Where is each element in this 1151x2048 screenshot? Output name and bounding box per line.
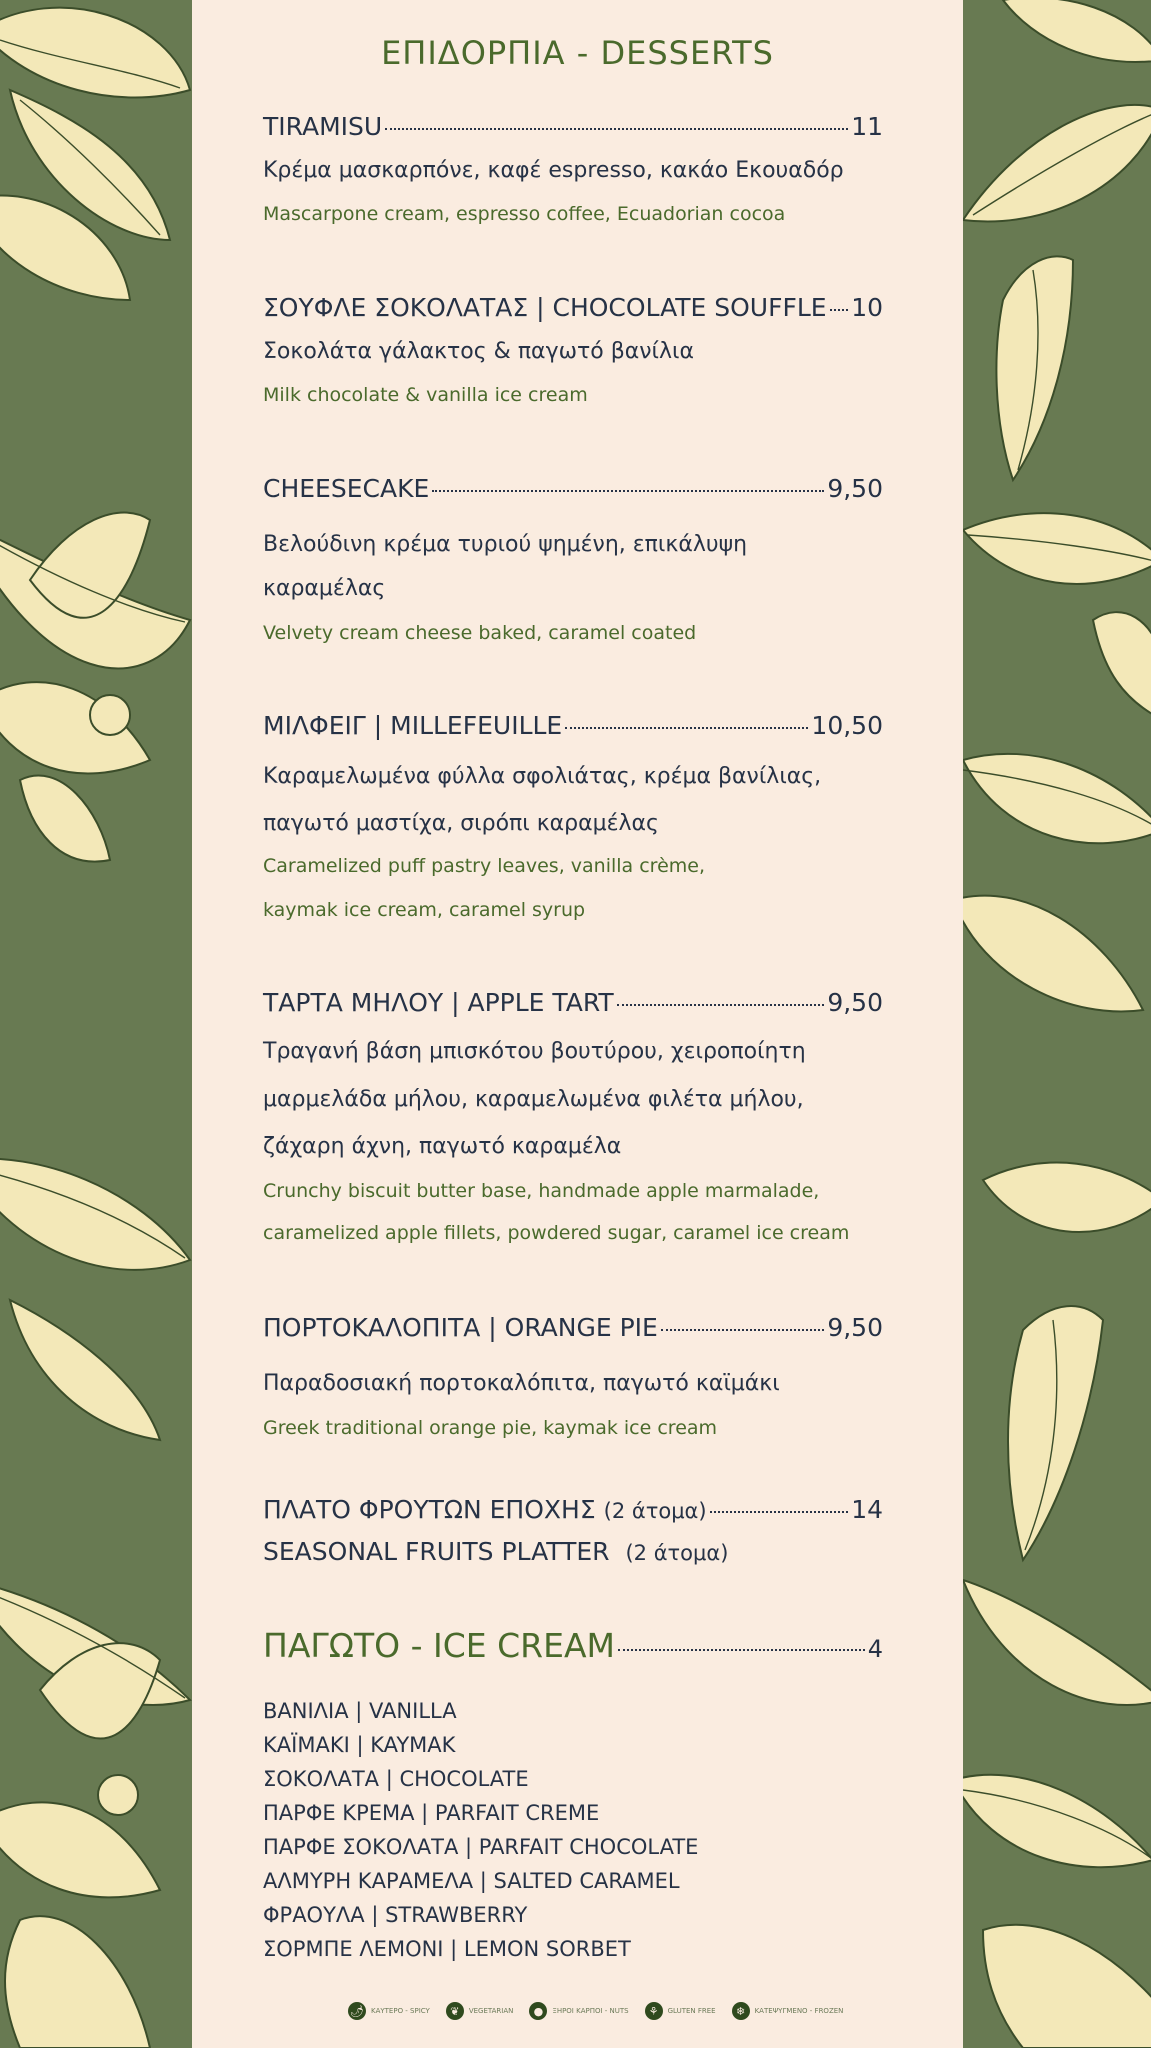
item-name: ΤΑΡΤΑ ΜΗΛΟΥ | APPLE TART <box>263 988 614 1017</box>
legend-label: ΚΑΤΕΨΥΓΜΕΝΟ - FROZEN <box>754 2007 844 2015</box>
item-name: CHEESECAKE <box>263 474 430 503</box>
item-description-greek: Σοκολάτα γάλακτος & παγωτό βανίλια <box>263 339 694 364</box>
dot-leader <box>830 309 849 311</box>
dot-leader <box>432 490 824 492</box>
item-description-english: Caramelized puff pastry leaves, vanilla crème, <box>263 855 706 877</box>
list-item: ΚΑΪΜΑΚΙ | KAYMAK <box>263 1733 456 1757</box>
menu-item-chocolate-souffle <box>263 293 883 322</box>
menu-item-cheesecake <box>263 474 883 503</box>
legend-item-vegetarian <box>446 2002 514 2020</box>
item-description-greek: καραμέλας <box>263 576 386 601</box>
item-name: TIRAMISU <box>263 112 383 141</box>
menu-title: ΕΠΙΔΟΡΠΙΑ - DESSERTS <box>381 34 774 72</box>
ice-cream-heading <box>263 1626 883 1665</box>
wheat-icon: ⚘ <box>645 2002 663 2020</box>
persons-note: (2 άτομα) <box>625 1541 729 1565</box>
item-name: ΠΟΡΤΟΚΑΛΟΠΙΤΑ | ORANGE PIE <box>263 1313 658 1342</box>
item-description-greek: Κρέμα μασκαρπόνε, καφέ espresso, κακάο Εκουαδόρ <box>263 158 844 183</box>
item-price: 10,50 <box>811 711 883 740</box>
legend-label: ΚΑΥΤΕΡΟ - SPICY <box>371 2007 430 2015</box>
item-price: 9,50 <box>827 474 883 503</box>
item-name: ΣΟΥΦΛΕ ΣΟΚΟΛΑΤΑΣ | CHOCOLATE SOUFFLE <box>263 293 827 322</box>
item-description-english: Crunchy biscuit butter base, handmade apple marmalade, <box>263 1180 820 1202</box>
legend-label: VEGETARIAN <box>468 2007 514 2015</box>
menu-item-fruits-platter <box>263 1495 883 1524</box>
dot-leader <box>661 1329 824 1331</box>
menu-item-tiramisu <box>263 112 883 141</box>
snowflake-icon: ❄ <box>732 2002 750 2020</box>
ice-cream-price: 4 <box>867 1635 883 1663</box>
leaf-icon: ❦ <box>446 2002 464 2020</box>
legend-item-nuts <box>529 2002 628 2020</box>
list-item: ΒΑΝΙΛΙΑ | VANILLA <box>263 1699 457 1723</box>
menu-panel <box>192 0 963 2048</box>
item-price: 9,50 <box>827 1313 883 1342</box>
list-item: ΑΛΜΥΡΗ ΚΑΡΑΜΕΛΑ | SALTED CARAMEL <box>263 1869 680 1893</box>
item-name: ΜΙΛΦΕΙΓ | MILLEFEUILLE <box>263 711 563 740</box>
item-description-greek: ζάχαρη άχνη, παγωτό καραμέλα <box>263 1134 622 1159</box>
menu-item-millefeuille <box>263 711 883 740</box>
floral-pattern-left <box>0 0 192 2048</box>
left-floral-border <box>0 0 192 2048</box>
item-description-english: caramelized apple fillets, powdered sugar, caramel ice cream <box>263 1222 850 1244</box>
list-item: ΠΑΡΦΕ ΚΡΕΜΑ | PARFAIT CREME <box>263 1801 600 1825</box>
item-description-english: kaymak ice cream, caramel syrup <box>263 899 586 921</box>
list-item: ΣΟΚΟΛΑΤΑ | CHOCOLATE <box>263 1767 529 1791</box>
item-description-english: Velvety cream cheese baked, caramel coated <box>263 622 697 644</box>
list-item: ΦΡΑΟΥΛΑ | STRAWBERRY <box>263 1903 528 1927</box>
item-price: 9,50 <box>827 988 883 1017</box>
item-description-greek: Βελούδινη κρέμα τυριού ψημένη, επικάλυψη <box>263 532 748 557</box>
ice-cream-title: ΠΑΓΩΤΟ - ICE CREAM <box>263 1626 615 1665</box>
item-description-greek: Παραδοσιακή πορτοκαλόπιτα, παγωτό καϊμάκι <box>263 1371 780 1396</box>
item-name-greek: ΠΛΑΤΟ ΦΡΟΥΤΩΝ ΕΠΟΧΗΣ <box>263 1495 596 1524</box>
item-description-greek: μαρμελάδα μήλου, καραμελωμένα φιλέτα μήλου, <box>263 1087 804 1112</box>
legend-item-spicy <box>348 2002 430 2020</box>
legend-label: ΞΗΡΟΙ ΚΑΡΠΟΙ - NUTS <box>552 2007 629 2015</box>
dot-leader <box>565 727 808 729</box>
nut-icon: ● <box>529 2002 547 2020</box>
floral-pattern-right <box>963 0 1151 2048</box>
persons-note: (2 άτομα) <box>603 1499 707 1523</box>
ice-cream-flavour-list <box>263 1694 698 1966</box>
item-description-greek: παγωτό μαστίχα, σιρόπι καραμέλας <box>263 811 659 836</box>
dot-leader <box>710 1511 849 1513</box>
item-price: 10 <box>851 293 883 322</box>
menu-item-orange-pie <box>263 1313 883 1342</box>
item-description-english: Mascarpone cream, espresso coffee, Ecuadorian cocoa <box>263 203 786 225</box>
legend-item-gluten-free <box>645 2002 716 2020</box>
dot-leader <box>617 1004 825 1006</box>
item-name-english: SEASONAL FRUITS PLATTER <box>263 1537 610 1566</box>
list-item: ΣΟΡΜΠΕ ΛΕΜΟΝΙ | LEMON SORBET <box>263 1937 631 1961</box>
item-description-greek: Τραγανή βάση μπισκότου βουτύρου, χειροποίητη <box>263 1039 806 1064</box>
item-description-english: Milk chocolate & vanilla ice cream <box>263 384 588 406</box>
legend-item-frozen <box>732 2002 844 2020</box>
item-price: 11 <box>851 112 883 141</box>
dot-leader <box>618 1649 865 1651</box>
chili-icon: 🌶 <box>348 2002 366 2020</box>
item-description-greek: Καραμελωμένα φύλλα σφολιάτας, κρέμα βανίλιας, <box>263 764 822 789</box>
legend-label: GLUTEN FREE <box>667 2007 716 2015</box>
item-description-english: Greek traditional orange pie, kaymak ice cream <box>263 1417 718 1439</box>
dot-leader <box>385 128 848 130</box>
right-floral-border <box>963 0 1151 2048</box>
dietary-legend <box>348 2002 851 2020</box>
item-price: 14 <box>851 1495 883 1524</box>
fruits-platter-english <box>263 1537 728 1566</box>
menu-item-apple-tart <box>263 988 883 1017</box>
list-item: ΠΑΡΦΕ ΣΟΚΟΛΑΤΑ | PARFAIT CHOCOLATE <box>263 1835 699 1859</box>
